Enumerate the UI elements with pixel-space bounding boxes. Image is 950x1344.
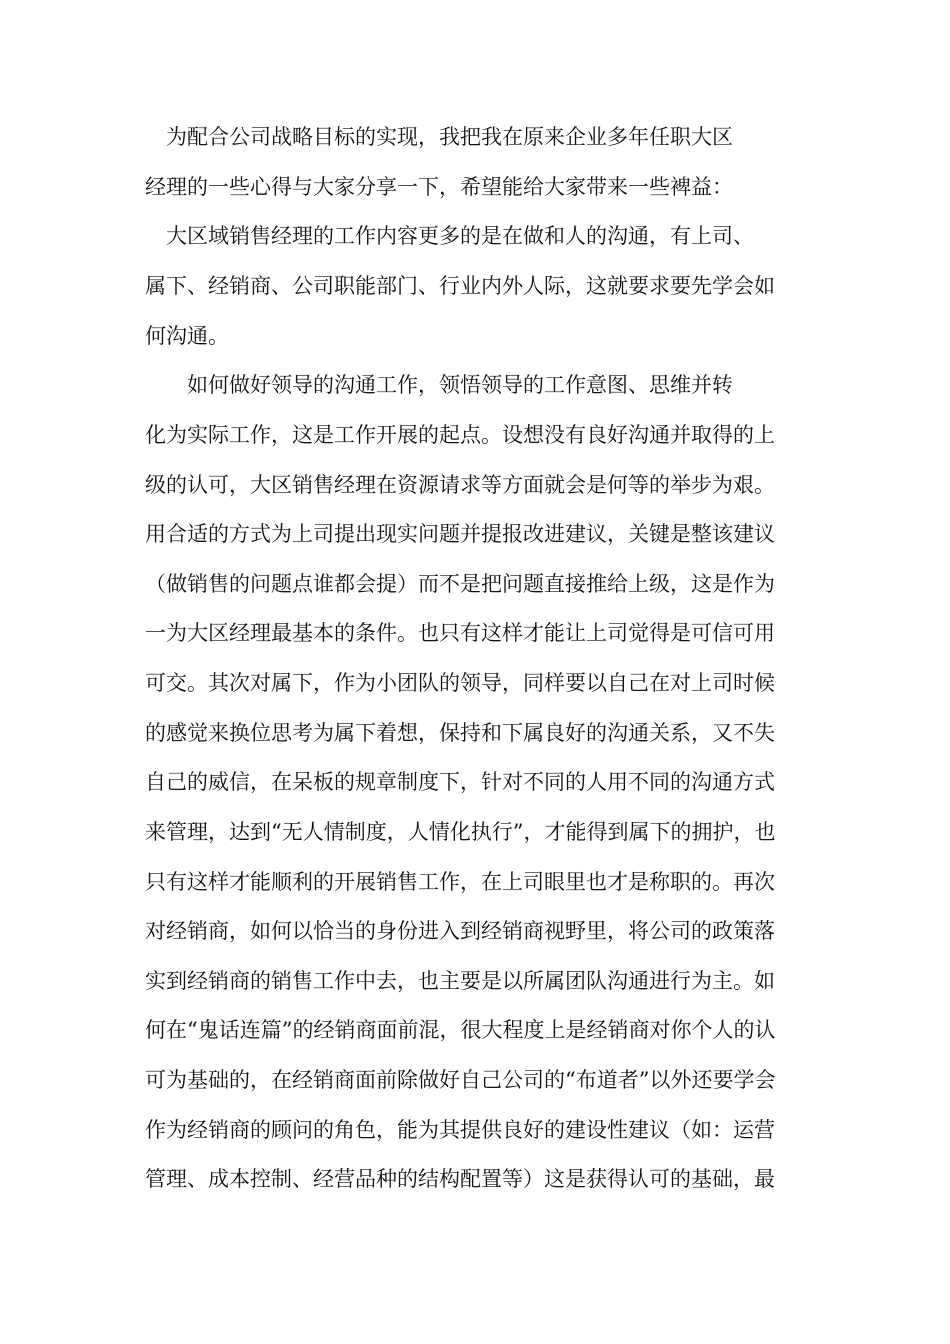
paragraph-3-line-12: 对经销商，如何以恰当的身份进入到经销商视野里，将公司的政策落 bbox=[145, 919, 775, 943]
paragraph-3-line-8: 的感觉来换位思考为属下着想，保持和下属良好的沟通关系，又不失 bbox=[145, 721, 775, 745]
paragraph-2-line-2: 属下、经销商、公司职能部门、行业内外人际，这就要求要先学会如 bbox=[145, 274, 775, 298]
paragraph-3-line-1: 如何做好领导的沟通工作，领悟领导的工作意图、思维并转 bbox=[145, 373, 733, 397]
paragraph-3-line-15: 可为基础的，在经销商面前除做好自己公司的“布道者”以外还要学会 bbox=[145, 1068, 776, 1092]
paragraph-3-line-10: 来管理，达到“无人情制度，人情化执行”，才能得到属下的拥护，也 bbox=[145, 820, 776, 844]
paragraph-3-line-16: 作为经销商的顾问的角色，能为其提供良好的建设性建议（如：运营 bbox=[145, 1118, 775, 1142]
paragraph-3-line-9: 自己的威信，在呆板的规章制度下，针对不同的人用不同的沟通方式 bbox=[145, 770, 775, 794]
paragraph-3-line-14: 何在“鬼话连篇”的经销商面前混，很大程度上是经销商对你个人的认 bbox=[145, 1018, 776, 1042]
paragraph-2-line-1: 大区域销售经理的工作内容更多的是在做和人的沟通，有上司、 bbox=[145, 224, 754, 248]
paragraph-3-line-11: 只有这样才能顺利的开展销售工作，在上司眼里也才是称职的。再次 bbox=[145, 870, 775, 894]
paragraph-3-line-7: 可交。其次对属下，作为小团队的领导，同样要以自己在对上司时候 bbox=[145, 671, 775, 695]
paragraph-3-line-3: 级的认可，大区销售经理在资源请求等方面就会是何等的举步为艰。 bbox=[145, 473, 775, 497]
paragraph-3-line-17: 管理、成本控制、经营品种的结构配置等）这是获得认可的基础，最 bbox=[145, 1167, 775, 1191]
paragraph-3-line-4: 用合适的方式为上司提出现实问题并提报改进建议，关键是整该建议 bbox=[145, 522, 775, 546]
paragraph-3-line-5: （做销售的问题点谁都会提）而不是把问题直接推给上级，这是作为 bbox=[145, 572, 775, 596]
paragraph-3-line-6: 一为大区经理最基本的条件。也只有这样才能让上司觉得是可信可用 bbox=[145, 621, 775, 645]
paragraph-1-line-1: 为配合公司战略目标的实现，我把我在原来企业多年任职大区 bbox=[145, 125, 733, 149]
paragraph-3-line-13: 实到经销商的销售工作中去，也主要是以所属团队沟通进行为主。如 bbox=[145, 969, 775, 993]
paragraph-1-line-2: 经理的一些心得与大家分享一下，希望能给大家带来一些裨益： bbox=[145, 175, 733, 199]
paragraph-3-line-2: 化为实际工作，这是工作开展的起点。设想没有良好沟通并取得的上 bbox=[145, 423, 775, 447]
paragraph-2-line-3: 何沟通。 bbox=[145, 324, 229, 348]
